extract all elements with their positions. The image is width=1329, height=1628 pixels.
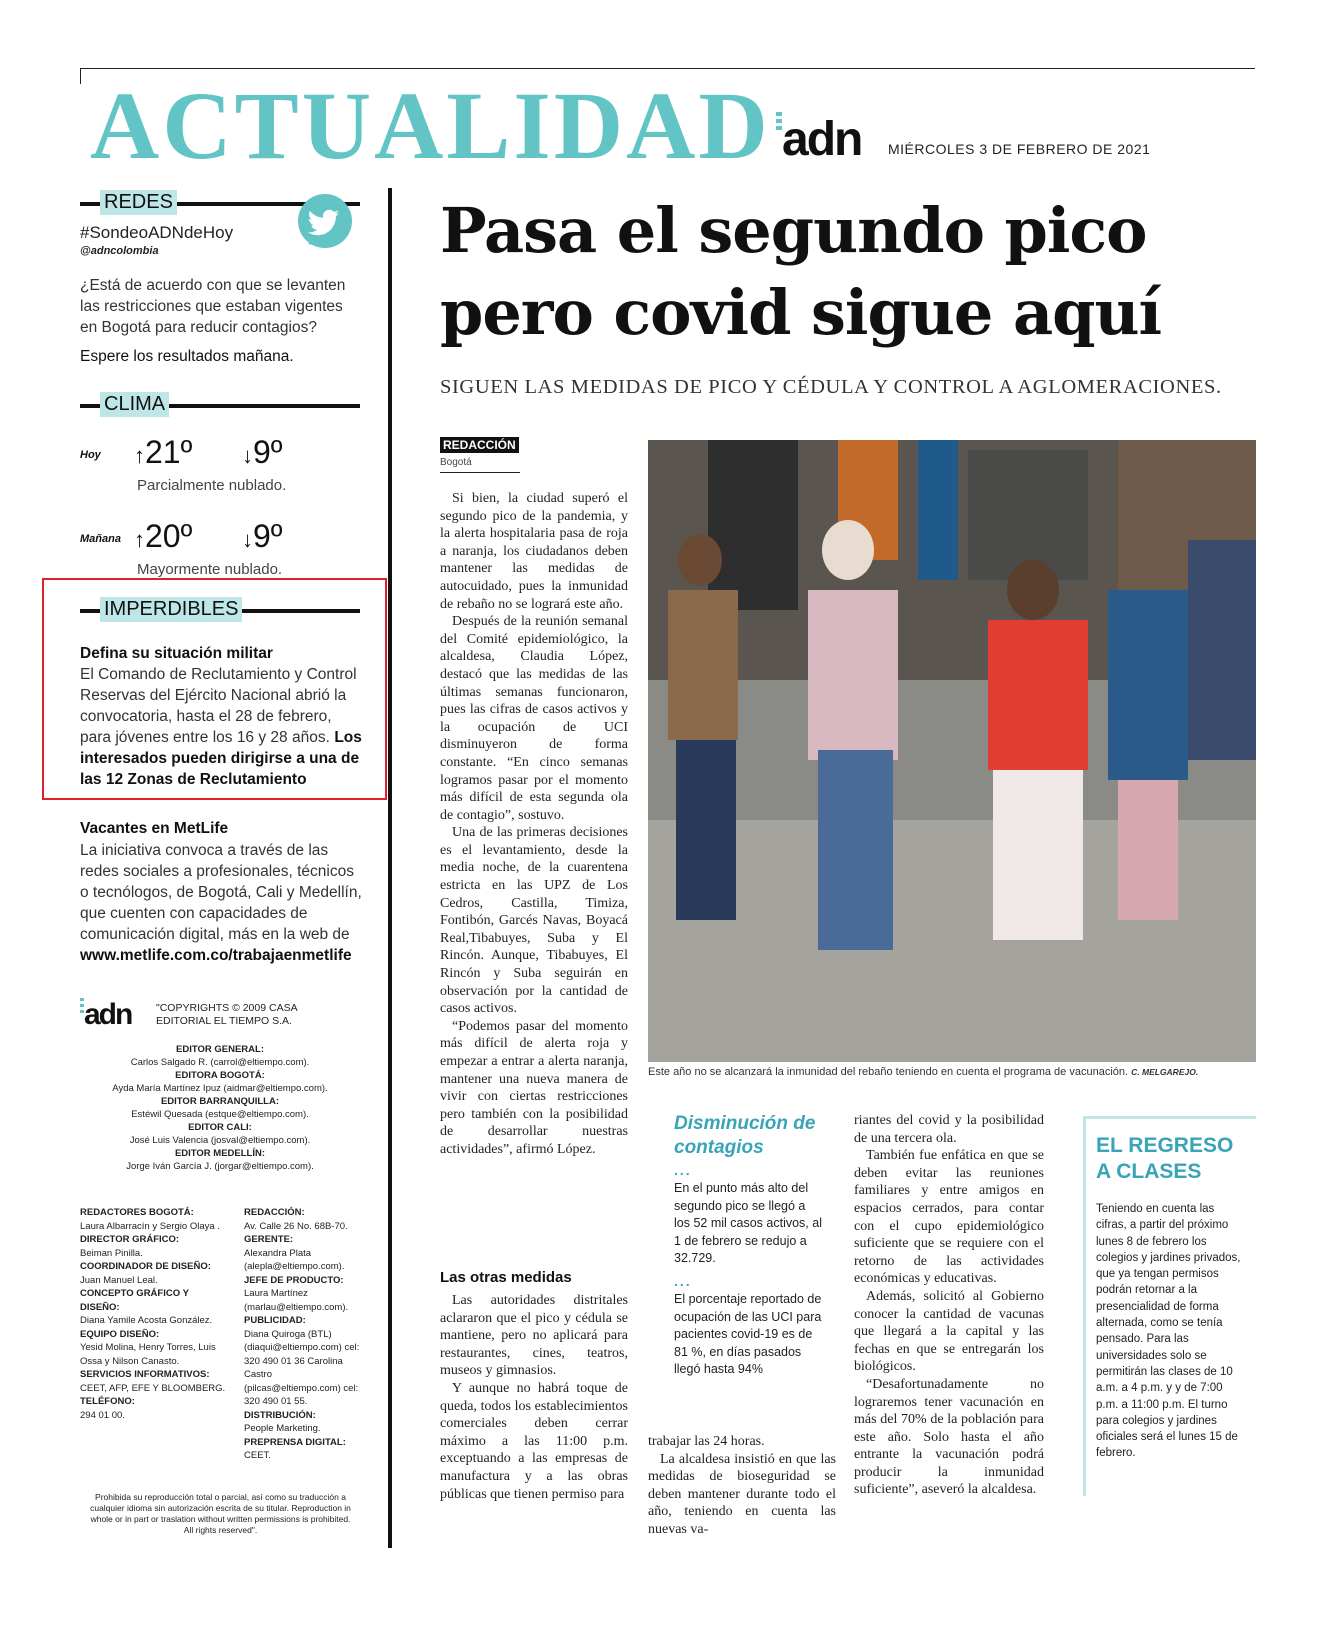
copyright: "COPYRIGHTS © 2009 CASA EDITORIAL EL TIEMPO S.A. — [156, 1002, 298, 1027]
imperdible-title: Vacantes en MetLife — [80, 820, 229, 837]
weather-high: ↑20º — [134, 518, 193, 554]
arrow-up-icon: ↑ — [134, 527, 145, 552]
weather-description: Parcialmente nublado. — [137, 477, 287, 494]
photo-credit: C. MELGAREJO. — [1131, 1067, 1199, 1077]
regreso-text: Teniendo en cuenta las cifras, a partir del próximo lunes 8 de febrero los colegios y jardines privados, que ya tengan permisos podrán retornar a la presencialidad de forma alternada, como se tenía pensado. Para las universidades solo se permitirán las clases de 10 a.m. a 4 p.m. y y de 7:00 p.m. a 11:00 p.m. El turno para colegios y jardines oficiales será el lunes 15 de febrero. — [1096, 1203, 1241, 1460]
arrow-up-icon: ↑ — [134, 443, 145, 468]
weather-high: ↑21º — [134, 434, 193, 470]
byline-city: Bogotá — [440, 457, 472, 468]
redes-followup: Espere los resultados mañana. — [80, 348, 294, 365]
legal-notice: Prohibida su reproducción total o parcial, así como su traducción a cualquier idioma sin autorización escrita de su titular. Reproduction in whole or in part or traslation without written permissions is prohibited. All rights reserved". — [90, 1492, 351, 1535]
article-column-3: riantes del covid y la posibilidad de una tercera ola. También fue enfática en que se deben evitar las reuniones familiares y entre amigos en espacios cerrados, para contar con el cupo epidemiológico suficiente que se requiere con el retorno de las actividades económicas y educativas. Además, solicitó al Gobierno conocer la cantidad de vacunas que llegará a la capital y las fechas en que se entregarán los biológicos. “Desafortunadamente no lograremos tener vacunación en más del 70% de la población para este año. Solo hasta el año entrante la vacunación podrá producir la inmunidad suficiente”, aseveró la alcaldesa. — [854, 1113, 1044, 1498]
editors-list: EDITOR GENERAL: Carlos Salgado R. (carrol@eltiempo.com). EDITORA BOGOTÁ: Ayda María Martínez Ipuz (aidmar@eltiempo.com). EDITOR BARRANQUILLA: Estéwil Quesada (estque@eltiempo.com). EDITOR CALI: José Luis Valencia (josval@eltiempo.com). EDITOR MEDELLÍN: Jorge Iván García J. (jorgar@eltiempo.com). — [112, 1044, 328, 1172]
box-item: El porcentaje reportado de ocupación de las UCI para pacientes covid-19 es de 81 %, en días pasados llegó hasta 94% — [674, 1292, 822, 1376]
column-rule — [388, 188, 392, 1548]
weather-low: ↓9º — [242, 518, 283, 554]
article-column-1b: Las autoridades distritales aclararon que el pico y cédula se mantiene, pero no aplicará para restaurantes, cines, teatros, museos y gimnasios. Y aunque no habrá toque de queda, todos los establecimientos comerciales deben cerrar máximo a las 11:00 p.m. exceptuando a las empresas de manufactura y a las obras públicas que tienen permiso para — [440, 1293, 628, 1502]
issue-date: MIÉRCOLES 3 DE FEBRERO DE 2021 — [888, 141, 1151, 157]
redes-header: REDES — [80, 190, 360, 220]
box-dots: ... — [674, 1162, 692, 1178]
weather-description: Mayormente nublado. — [137, 561, 283, 578]
article-column-1: Si bien, la ciudad superó el segundo pico de la pandemia, y la alerta hospitalaria pasa de roja a naranja, los ciudadanos deben mantener las medidas de autocuidado, pues la inmunidad de rebaño no se logrará este año. Después de la reunión semanal del Comité epidemiológico, la alcaldesa, Claudia López, destacó que las medidas de las últimas semanas funcionaron, pues las cifras de casos activos y la ocupación de UCI disminuyeron de forma constante. “En cinco semanas logramos pasar por el momento más difícil de esta segunda ola de contagio”, sostuvo. Una de las primeras decisiones es el levantamiento, desde la media noche, de la cuarentena estricta en las UPZ de Los Cedros, Castilla, Timiza, Fontibón, Garcés Navas, Boyacá Real,Tibabuyes, Suba y El Rincón. Aunque, Tibabuyes, El Rincón y Suba seguirán en observación por la cantidad de casos activos. “Podemos pasar del momento más difícil de alerta roja y empezar a entrar a alerta naranja, mantener una nueva manera de vivir con ciertas restricciones pero también con la posibilidad de desarrollar nuestras actividades”, afirmó López. — [440, 491, 628, 1157]
weather-low: ↓9º — [242, 434, 283, 470]
byline: REDACCIÓN — [440, 437, 519, 453]
clima-header: CLIMA — [80, 392, 360, 422]
weather-day-label: Mañana — [80, 533, 121, 545]
adn-logo: adn — [776, 112, 861, 167]
photo-caption: Este año no se alcanzará la inmunidad del rebaño teniendo en cuenta el programa de vacunación. C. MELGAREJO. — [648, 1066, 1199, 1078]
byline-rule — [440, 472, 520, 473]
metlife-link[interactable]: www.metlife.com.co/trabajaenmetlife — [80, 947, 352, 964]
top-rule-tick — [80, 68, 81, 84]
box-dots: ... — [674, 1273, 692, 1289]
deck: SIGUEN LAS MEDIDAS DE PICO Y CÉDULA Y CONTROL A AGLOMERACIONES. — [440, 376, 1222, 398]
twitter-handle: @adncolombia — [80, 245, 159, 257]
section-title: ACTUALIDAD — [90, 72, 771, 179]
box-title: Disminución de contagios — [674, 1113, 816, 1158]
imperdible-title: Defina su situación militar — [80, 645, 273, 662]
imperdible-body: La iniciativa convoca a través de las redes sociales a profesionales, técnicos o tecnólogos, de Bogotá, Cali y Medellín, que cuenten con capacidades de comunicación digital, más en la web de www.metlife.com.co/trabajaenmetlife — [80, 842, 362, 964]
subhead: Las otras medidas — [440, 1269, 572, 1286]
redes-question: ¿Está de acuerdo con que se levanten las restricciones que estaban vigentes en Bogotá para reducir contagios? — [80, 277, 346, 336]
imperdibles-header: IMPERDIBLES — [80, 597, 360, 627]
weather-day-label: Hoy — [80, 449, 101, 461]
adn-logo-small: adn — [80, 998, 131, 1032]
box-item: En el punto más alto del segundo pico se llegó a los 52 mil casos activos, al 1 de febrero se redujo a 32.729. — [674, 1181, 822, 1265]
headline: Pasa el segundo pico pero covid sigue aquí — [440, 194, 1162, 349]
hashtag: #SondeoADNdeHoy — [80, 223, 234, 242]
news-photo — [648, 440, 1256, 1062]
arrow-down-icon: ↓ — [242, 527, 253, 552]
regreso-title: EL REGRESO A CLASES — [1096, 1134, 1234, 1183]
imperdible-body: El Comando de Reclutamiento y Control Reservas del Ejército Nacional abrió la convocatoria, hasta el 28 de febrero, para jóvenes entre los 16 y 28 años. Los interesados pueden dirigirse a una de las 12 Zonas de Reclutamiento — [80, 666, 362, 788]
credits-right-column: REDACCIÓN: Av. Calle 26 No. 68B-70. GERENTE: Alexandra Plata (alepla@eltiempo.com). JEFE DE PRODUCTO: Laura Martínez (marlau@eltiempo.com). PUBLICIDAD: Diana Quiroga (BTL) (diaqui@eltiempo.com) cel: 320 490 01 36 Carolina Castro (pilcas@eltiempo.com) cel: 320 490 01 55. DISTRIBUCIÓN: People Marketing. PREPRENSA DIGITAL: CEET. — [244, 1207, 360, 1461]
article-column-2: trabajar las 24 horas. La alcaldesa insistió en que las medidas de bioseguridad se deben mantener durante todo el año, teniendo en cuenta las nuevas va- — [648, 1434, 836, 1537]
arrow-down-icon: ↓ — [242, 443, 253, 468]
sidebar-box-regreso — [1083, 1116, 1256, 1496]
top-rule — [80, 68, 1255, 69]
credits-left-column: REDACTORES BOGOTÁ: Laura Albarracín y Sergio Olaya . DIRECTOR GRÁFICO: Beiman Pinilla. COORDINADOR DE DISEÑO: Juan Manuel Leal. CONCEPTO GRÁFICO Y DISEÑO: Diana Yamile Acosta González. EQUIPO DISEÑO: Yesid Molina, Henry Torres, Luis Ossa y Nilson Canasto. SERVICIOS INFORMATIVOS: CEET, AFP, EFE Y BLOOMBERG. TELÉFONO: 294 01 00. — [80, 1207, 226, 1421]
twitter-bird-icon — [294, 192, 356, 254]
